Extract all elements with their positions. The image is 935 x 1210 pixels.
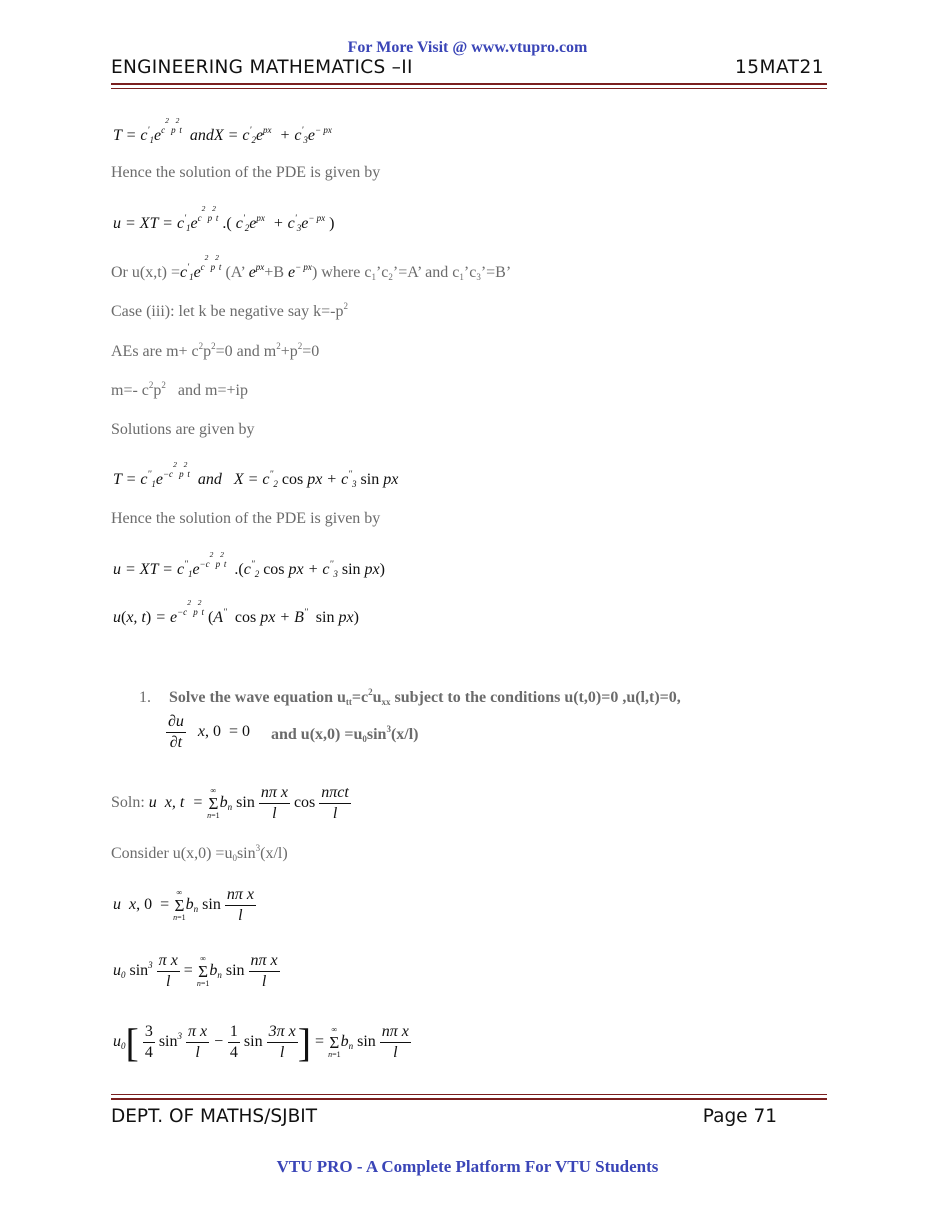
- auxiliary-equations: AEs are $m+ c^2p^2=0$ and $m^2+p^2=0$: [111, 341, 320, 360]
- case-iii-text: Case (iii): let k be negative say k=-p: [111, 303, 344, 320]
- or-eq2: ’c: [463, 264, 477, 281]
- soln-label: Soln:: [111, 794, 145, 812]
- or-where: ) where c: [311, 264, 372, 281]
- header-rule: [111, 83, 827, 85]
- aes-b: p: [203, 343, 212, 360]
- initial-velocity-condition: $\frac{\partial u}{\partial t}$ x, 0 = 0: [168, 713, 251, 751]
- consider-b: sin: [236, 845, 256, 862]
- initial-displacement-condition: and $u(x,0) =u_0\sin^3(x/l)$: [271, 724, 419, 744]
- problem-statement: Solve the wave equation $u_{tt}=c^2u_{xx}$ subject to the conditions u(t,0)=0 ,u(l,t)=0,: [169, 687, 681, 707]
- equation-T-X-case3: $T = c''_1e^{-c^2 p^2t}$ and $X = c''_2$ cos px + $c''_3$ sin px: [113, 460, 399, 489]
- equation-u-xt-case3: u(x, $t) = e^{-c^2 p^2t}$ (A'' cos px + B'' sin px): [113, 598, 359, 626]
- or-eq1: ’c: [375, 264, 389, 281]
- equation-sin3-series: $u_0$ $\sin^3$ $\frac{\text{π x}}{l}$ = ∞ Σ n=1 $b_n$ sin $\frac{\text{nπ x}}{l}$: [113, 952, 278, 990]
- or-A: (A’: [225, 264, 245, 281]
- problem-a: Solve the wave equation u: [169, 689, 346, 706]
- header-rule-thin: [111, 88, 827, 89]
- aes-c: =0 and m: [215, 343, 277, 360]
- problem-number: 1.: [139, 689, 151, 706]
- visit-banner: For More Visit @ www.vtupro.com: [347, 39, 588, 56]
- consider-a: Consider u(x,0) =u: [111, 845, 233, 862]
- aes-a: AEs are m+ c: [111, 343, 199, 360]
- or-B: +B: [264, 264, 284, 281]
- footer-rule: [111, 1098, 827, 1100]
- equation-u-case3: u = XT = $c''_1e^{-c^2 p^2t}$ $.(c''_2$ cos px + $c''_3$ sin px): [113, 550, 385, 579]
- consider-line: Consider $u(x,0) =u_0\sin^3(x/l)$: [111, 843, 288, 863]
- footer-brand: VTU PRO - A Complete Platform For VTU Students: [276, 1157, 659, 1176]
- problem-e: and u(x,0) =u: [271, 726, 363, 743]
- problem-c: u: [372, 689, 382, 706]
- aes-e: =0: [302, 343, 320, 360]
- or-eq2b: ’=B’: [480, 264, 512, 281]
- roots-c: and m=+ip: [177, 382, 248, 399]
- header-title: ENGINEERING MATHEMATICS –II: [111, 57, 413, 78]
- equation-u-case2: u = XT = $c'_1e^{c^2 p^2t}$ .( $c'_2e^{px} + c'_3e^{- px}$ ): [113, 204, 335, 233]
- solutions-given: Solutions are given by: [111, 421, 255, 438]
- problem-g: (x/l): [390, 726, 419, 743]
- pde-solution-text-1: Hence the solution of the PDE is given by: [111, 164, 381, 181]
- equation-u-x0-series: u x, 0 = ∞ Σ n=1 $b_n$ sin $\frac{\text{nπ x}}{l}$: [113, 886, 254, 924]
- equation-T-X-case2: $T = c'_1e^{c^2 p^2t}$ andX = $c'_2e^{px} + c'_3e^{- px}$: [113, 116, 332, 145]
- or-general-solution: Or $u(x,t) =c'_1e^{c^2 p^2t}$ (A’ $e^{px}+B$ $e^{- px}$) where $c_1’c_2’=A$’ and $c_1’c_3’=B$’: [111, 253, 512, 282]
- footer-dept: DEPT. OF MATHS/SJBIT: [111, 1106, 318, 1127]
- problem-d: subject to the conditions u(t,0)=0 ,u(l,t)=0,: [394, 689, 681, 706]
- roots-a: m=- c: [111, 382, 149, 399]
- soln-line: Soln: u x, t = ∞ Σ n=1 $b_n$ sin $\frac{\text{nπ x}}{l}$ cos $\frac{\text{nπct}}{l}$: [111, 784, 349, 822]
- case-iii: Case (iii): let k be negative say $k=-p^2$: [111, 301, 349, 320]
- footer-rule-thin: [111, 1094, 827, 1095]
- pde-solution-text-2: Hence the solution of the PDE is given by: [111, 510, 381, 527]
- or-label: Or u(x,t) =: [111, 264, 181, 281]
- roots-line: m=- $c^2p^2$ and m=+ip: [111, 380, 248, 399]
- consider-c: (x/l): [260, 845, 288, 862]
- footer-page-number: Page 71: [702, 1106, 777, 1127]
- header-code: 15MAT21: [734, 57, 824, 78]
- aes-d: +p: [280, 343, 298, 360]
- problem-f: sin: [366, 726, 387, 743]
- or-eq1b: ’=A’ and c: [392, 264, 460, 281]
- problem-b: =c: [351, 689, 369, 706]
- equation-sin3-identity: $u_0$[ $\frac{3}{4}$ $\sin^3$ $\frac{\text{π x}}{l}$ − $\frac{1}{4}$ sin $\frac{\text{3π x}}{l}$ ] = ∞ Σ n=1 $b_n$ sin $\frac{\text{nπ x}}{l}$: [113, 1020, 409, 1065]
- roots-b: p: [153, 382, 162, 399]
